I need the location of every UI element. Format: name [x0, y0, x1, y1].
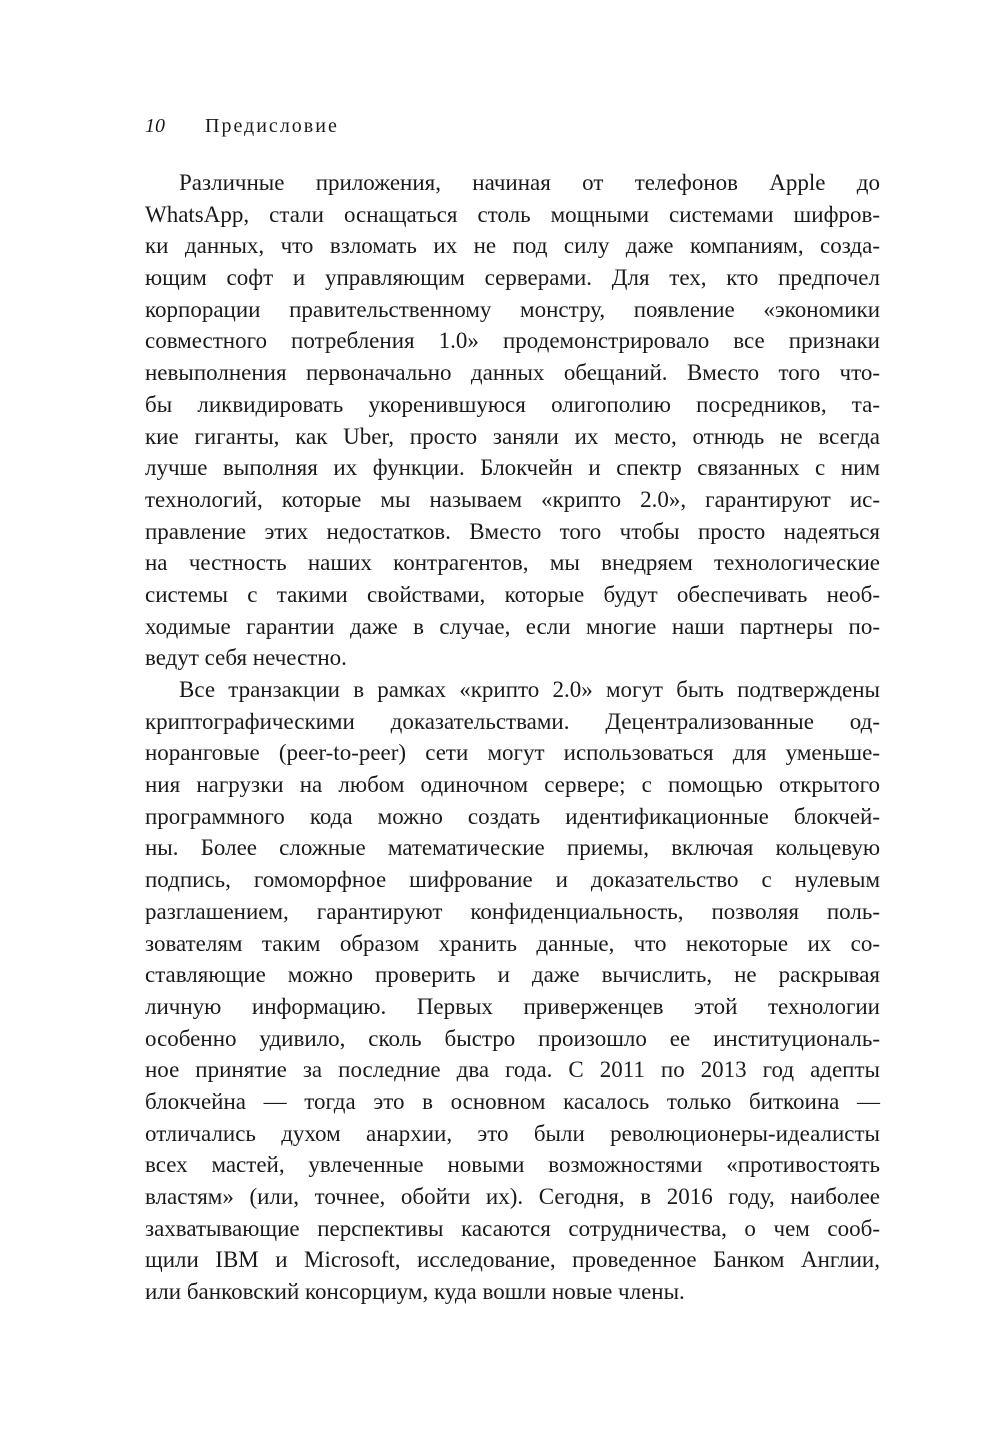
text-line: зователям таким образом хранить данные, что некоторые их со-: [145, 930, 880, 956]
text-line: отличались духом анархии, это были революционеры-идеалисты: [145, 1120, 880, 1146]
text-line: ходимые гарантии даже в случае, если многие наши партнеры по-: [145, 613, 880, 639]
text-line: захватывающие перспективы касаются сотрудничества, о чем сооб-: [145, 1215, 880, 1241]
text-line: совместного потребления 1.0» продемонстрировало все признаки: [145, 328, 880, 354]
text-line: лучше выполняя их функции. Блокчейн и спектр связанных с ним: [145, 455, 880, 481]
text-line: Различные приложения, начиная от телефонов Apple до: [179, 170, 880, 195]
text-line: ки данных, что взломать их не под силу даже компаниям, созда-: [145, 233, 880, 259]
text-line: ния нагрузки на любом одиночном сервере; с помощью открытого: [145, 772, 880, 798]
text-line: ны. Более сложные математические приемы, включая кольцевую: [145, 835, 880, 861]
text-line: криптографическими доказательствами. Децентрализованные од-: [145, 708, 880, 734]
text-line: норанговые (peer-to-peer) сети могут использоваться для уменьше-: [145, 740, 880, 766]
text-line: правление этих недостатков. Вместо того чтобы просто надеяться: [145, 518, 880, 544]
text-line: всех мастей, увлеченные новыми возможностями «противостоять: [145, 1152, 880, 1178]
text-line: подпись, гомоморфное шифрование и доказательство с нулевым: [145, 867, 880, 893]
text-line: ющим софт и управляющим серверами. Для тех, кто предпочел: [145, 265, 880, 291]
text-line: разглашением, гарантируют конфиденциальность, позволяя поль-: [145, 898, 880, 924]
page-number: 10: [145, 115, 165, 137]
body-text: [145, 167, 880, 1308]
text-line: блокчейна — тогда это в основном касалось только биткоина —: [145, 1088, 880, 1114]
text-line: бы ликвидировать укоренившуюся олигополию посредников, та-: [145, 391, 880, 417]
text-line: особенно удивило, сколь быстро произошло ее институциональ-: [145, 1025, 880, 1051]
text-line: Все транзакции в рамках «крипто 2.0» могут быть подтверждены: [179, 677, 880, 702]
text-line: корпорации правительственному монстру, появление «экономики: [145, 296, 880, 322]
text-line: кие гиганты, как Uber, просто заняли их место, отнюдь не всегда: [145, 423, 880, 449]
text-line: щили IBM и Microsoft, исследование, проведенное Банком Англии,: [145, 1247, 880, 1273]
text-line: на честность наших контрагентов, мы внедряем технологические: [145, 550, 880, 576]
text-line: властям» (или, точнее, обойти их). Сегодня, в 2016 году, наиболее: [145, 1184, 880, 1209]
text-line: технологий, которые мы называем «крипто 2.0», гарантируют ис-: [145, 486, 880, 512]
running-head: [145, 112, 339, 140]
paragraph-1: [145, 167, 880, 674]
text-line: ное принятие за последние два года. С 2011 по 2013 год адепты: [145, 1057, 880, 1083]
paragraph-2: [145, 674, 880, 1308]
text-line: или банковский консорциум, куда вошли новые члены.: [145, 1279, 685, 1305]
text-line: системы с такими свойствами, которые будут обеспечивать необ-: [145, 581, 880, 607]
text-line: программного кода можно создать идентификационные блокчей-: [145, 803, 880, 829]
section-title: Предисловие: [205, 115, 339, 137]
text-line: личную информацию. Первых приверженцев этой технологии: [145, 993, 880, 1019]
text-line: WhatsApp, стали оснащаться столь мощными системами шифров-: [145, 201, 880, 227]
text-line: невыполнения первоначально данных обещаний. Вместо того что-: [145, 360, 880, 386]
text-line: ведут себя нечестно.: [145, 645, 347, 671]
text-line: ставляющие можно проверить и даже вычислить, не раскрывая: [145, 962, 880, 988]
